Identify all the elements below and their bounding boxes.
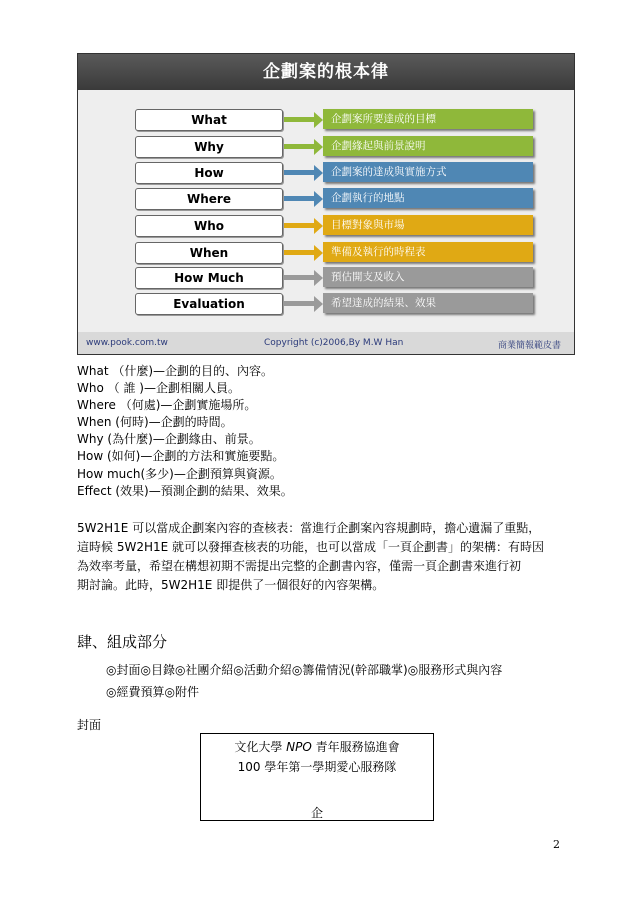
figure-row-keyword: How Much	[135, 267, 283, 289]
arrow-right-icon	[284, 275, 314, 280]
definition-item: When (何時)—企劃的時間。	[77, 415, 233, 430]
arrow-head-icon	[314, 245, 323, 261]
paragraph-line: 5W2H1E 可以當成企劃案內容的查核表：當進行企劃案內容規劃時，擔心遺漏了重點，	[77, 521, 541, 535]
figure-row-keyword: Where	[135, 188, 283, 210]
figure-row-description: 企劃執行的地點	[323, 188, 533, 208]
figure-row	[78, 188, 574, 210]
definition-item: How much(多少)—企劃預算與資源。	[77, 466, 282, 481]
figure-row-keyword: Evaluation	[135, 293, 283, 315]
definition-list	[77, 363, 293, 500]
definition-item: Why (為什麼)—企劃緣由、前景。	[77, 432, 261, 447]
figure-row	[78, 293, 574, 315]
arrow-right-icon	[284, 301, 314, 306]
cover-box	[200, 733, 434, 821]
figure-row	[78, 136, 574, 158]
figure-title: 企劃案的根本律	[78, 54, 574, 90]
paragraph-line: 這時候 5W2H1E 就可以發揮查核表的功能，也可以當成「一頁企劃書」的架構：有時因	[77, 540, 545, 554]
definition-item: Effect (效果)—預測企劃的結果、效果。	[77, 483, 293, 498]
cover-label: 封面	[77, 718, 102, 732]
definition-item: Where （何處)—企劃實施場所。	[77, 398, 257, 413]
figure-row-keyword: Who	[135, 215, 283, 237]
cover-line-2: 100 學年第一學期愛心服務隊	[237, 760, 397, 774]
section-title: 肆、組成部分	[77, 633, 168, 651]
figure-footer	[78, 332, 574, 354]
section-items-line-1: ◎封面◎目錄◎社團介紹◎活動介紹◎籌備情況(幹部職掌)◎服務形式與內容	[106, 663, 503, 677]
arrow-head-icon	[314, 218, 323, 234]
arrow-head-icon	[314, 270, 323, 286]
arrow-right-icon	[284, 117, 314, 122]
footer-website: www.pook.com.tw	[86, 338, 168, 348]
paragraph-line: 為效率考量，希望在構想初期不需提出完整的企劃書內容，僅需一頁企劃書來進行初	[77, 559, 522, 573]
arrow-right-icon	[284, 223, 314, 228]
page-number: 2	[553, 838, 560, 851]
arrow-right-icon	[284, 144, 314, 149]
definition-item: Who （ 誰 )—企劃相關人員。	[77, 381, 240, 396]
footer-brand: 商業簡報範皮書	[498, 341, 562, 351]
figure-row-description: 企劃案的達成與實施方式	[323, 162, 533, 182]
figure-row-description: 目標對象與市場	[323, 215, 533, 235]
figure-row-description: 預估開支及收入	[323, 267, 533, 287]
definition-item: How (如何)—企劃的方法和實施要點。	[77, 449, 285, 464]
footer-copyright: Copyright (c)2006,By M.W Han	[264, 338, 404, 348]
figure-row	[78, 109, 574, 131]
arrow-head-icon	[314, 139, 323, 155]
paragraph-line: 期討論。此時，5W2H1E 即提供了一個很好的內容架構。	[77, 578, 385, 592]
figure-row-keyword: What	[135, 109, 283, 131]
figure-row-description: 企劃案所要達成的目標	[323, 109, 533, 129]
figure-row-description: 希望達成的結果、效果	[323, 293, 533, 313]
figure-row-keyword: Why	[135, 136, 283, 158]
figure-row	[78, 267, 574, 289]
explanation-paragraph	[77, 519, 577, 595]
figure-row-keyword: When	[135, 242, 283, 264]
five-w-figure	[77, 53, 575, 355]
figure-row	[78, 162, 574, 184]
arrow-head-icon	[314, 191, 323, 207]
arrow-right-icon	[284, 170, 314, 175]
arrow-head-icon	[314, 296, 323, 312]
figure-row-description: 準備及執行的時程表	[323, 242, 533, 262]
arrow-head-icon	[314, 165, 323, 181]
definition-item: What （什麼)—企劃的目的、內容。	[77, 364, 274, 378]
cover-line-3: 企	[310, 806, 323, 820]
figure-row-description: 企劃緣起與前景說明	[323, 136, 533, 156]
figure-row	[78, 242, 574, 264]
cover-line-1: 文化大學 NPO 青年服務協進會	[234, 740, 400, 754]
arrow-head-icon	[314, 112, 323, 128]
figure-row	[78, 215, 574, 237]
figure-row-keyword: How	[135, 162, 283, 184]
section-items-line-2: ◎經費預算◎附件	[106, 685, 199, 699]
arrow-right-icon	[284, 250, 314, 255]
arrow-right-icon	[284, 196, 314, 201]
